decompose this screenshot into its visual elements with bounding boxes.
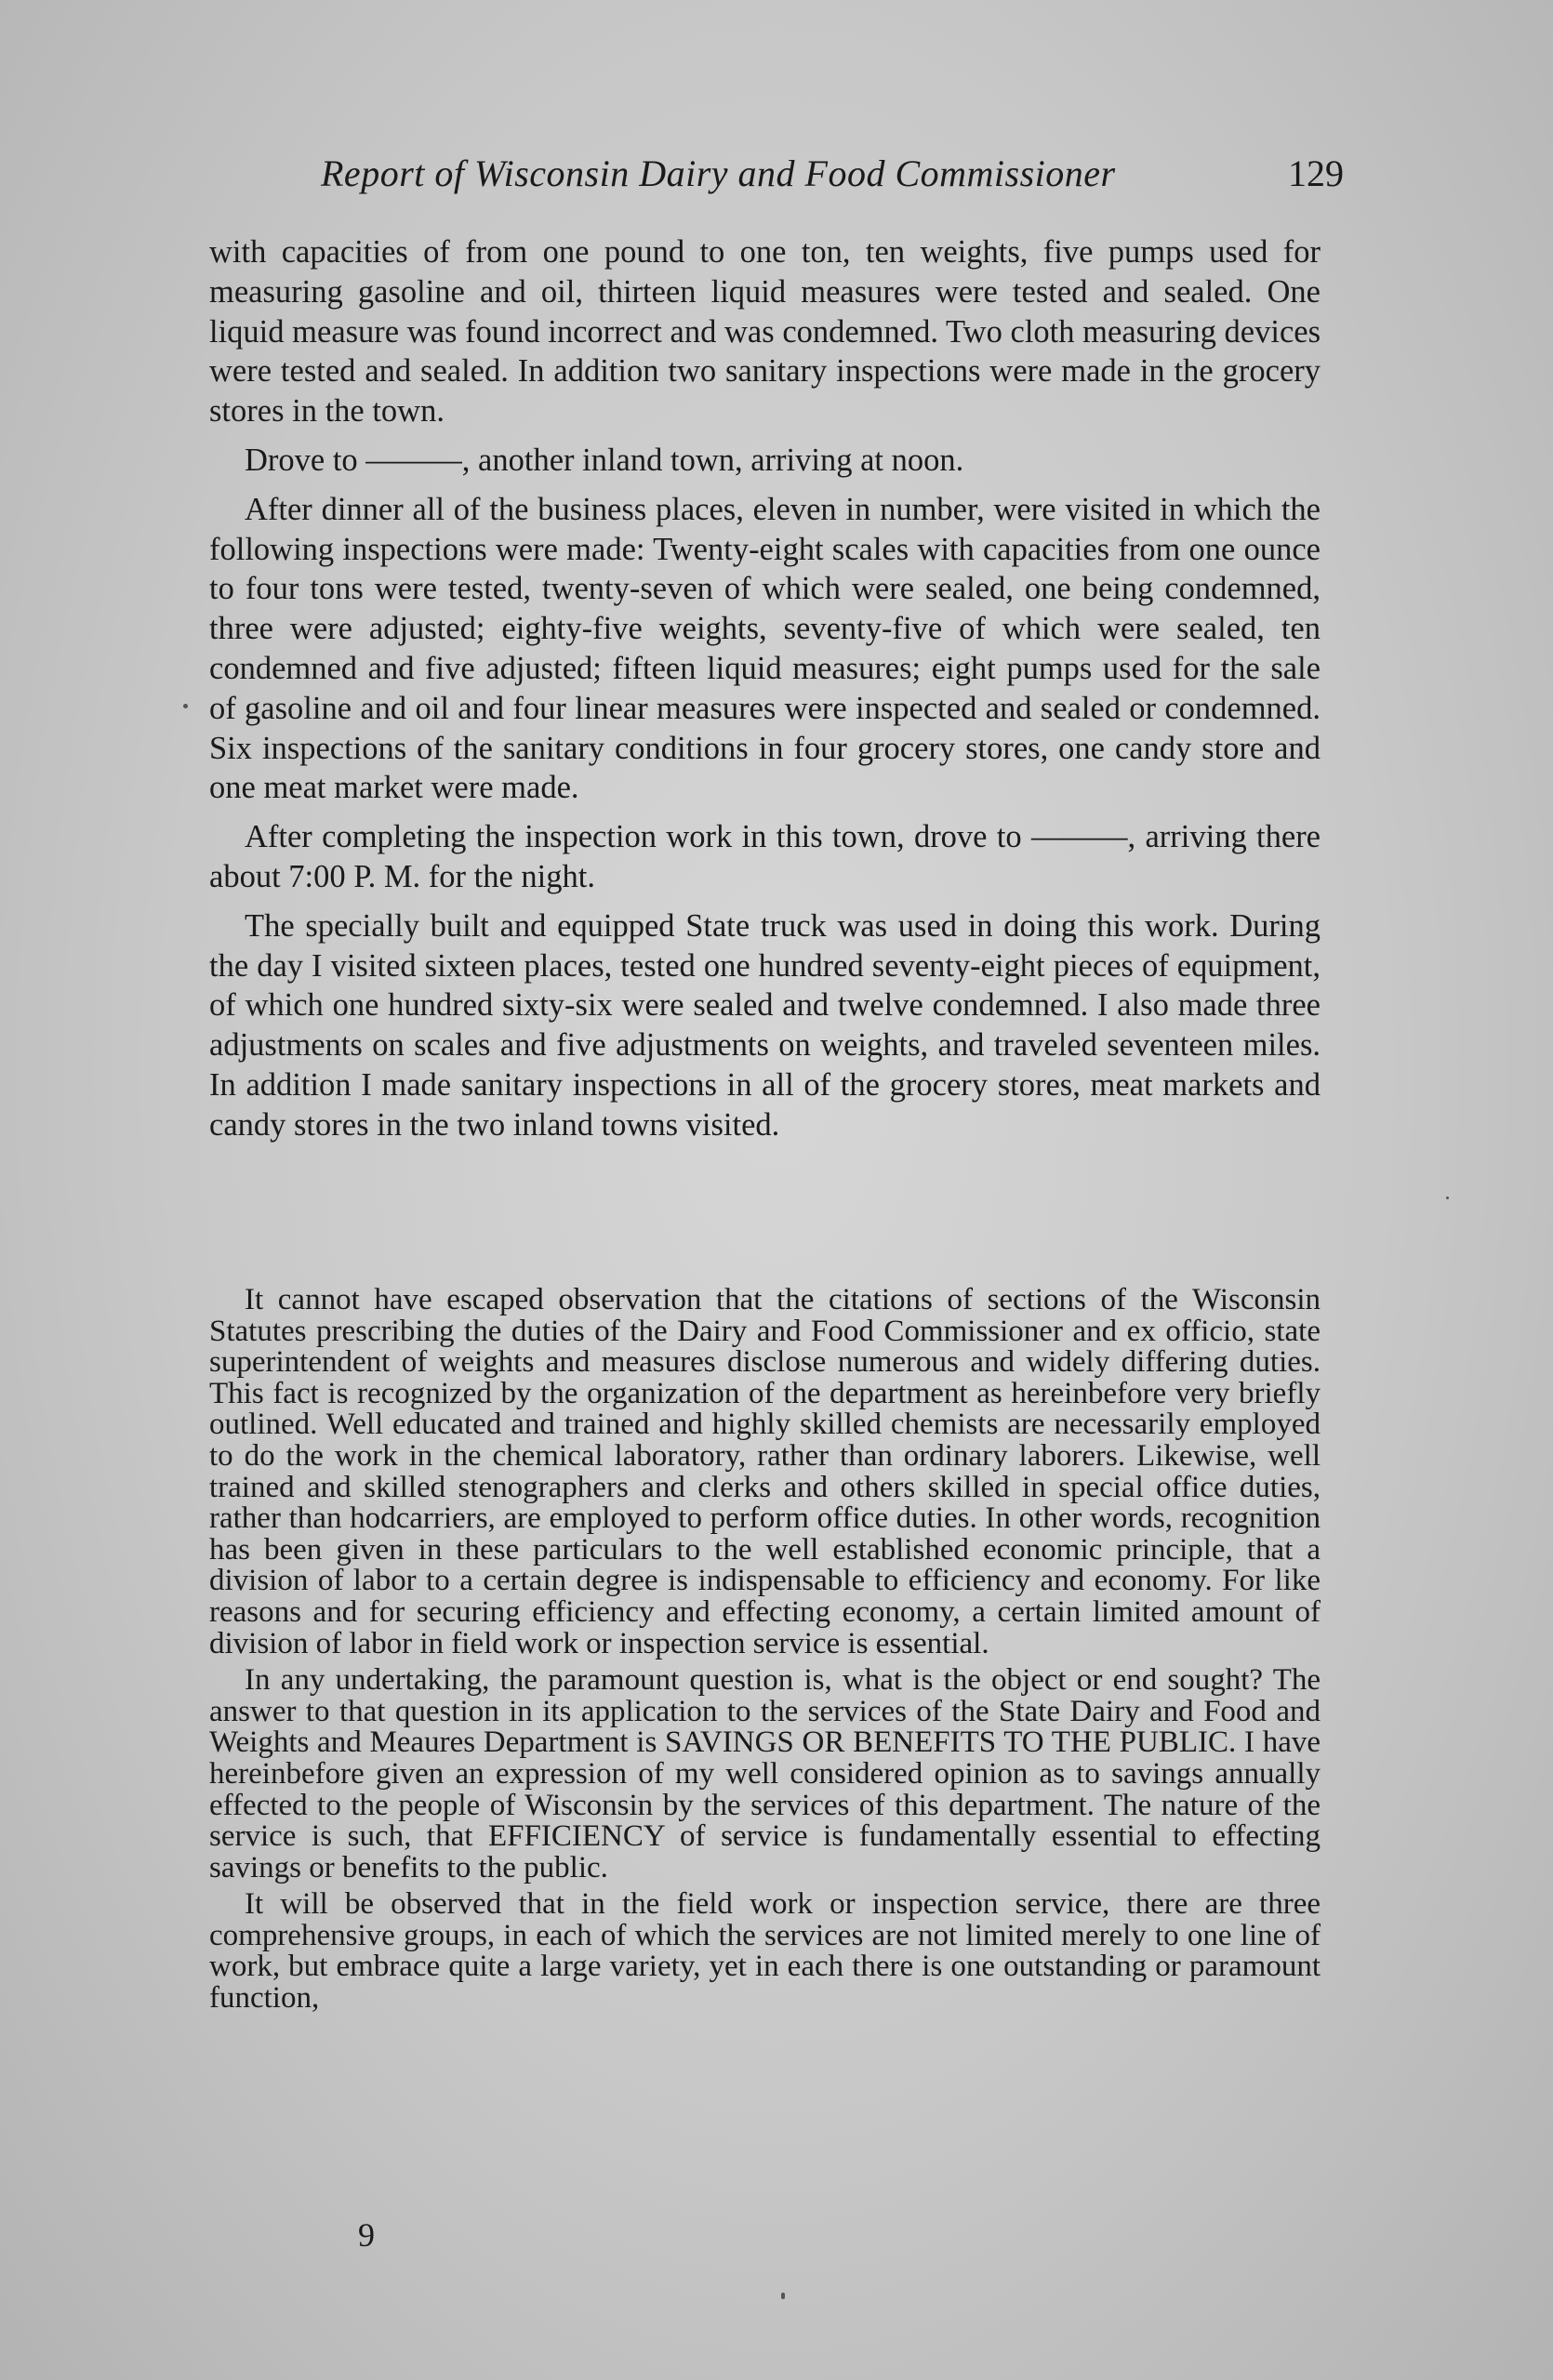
paragraph: The specially built and equipped State truck was used in doing this work. During the day I visited sixteen places, tested one hundred seventy-eight pieces of equipment, of which one hundred sixty-six were sealed and twelve condemned. I also made three adjustments on scales and five adjustments on weights, and traveled seventeen miles. In addition I made sanitary inspections in all of the grocery stores, meat markets and candy stores in the two inland towns visited. (209, 907, 1321, 1143)
signature-mark: 9 (358, 2216, 375, 2254)
ink-speck (1446, 1197, 1449, 1199)
body-text-solid (209, 1285, 1321, 2020)
body-text-leaded (209, 232, 1321, 1155)
paragraph: In any undertaking, the paramount question is, what is the object or end sought? The answer to that question in its application to the services of the State Dairy and Food and Weights and Meaures Department is SAVINGS OR BENEFITS TO THE PUBLIC. I have hereinbefore given an expression of my well considered opinion as to savings annually effected to the people of Wisconsin by the services of this department. The nature of the service is such, that EFFICIENCY of service is fundamentally essential to effecting savings or benefits to the public. (209, 1663, 1321, 1884)
page-number: 129 (1288, 152, 1344, 194)
paragraph: It cannot have escaped observation that the citations of sections of the Wisconsin Statutes prescribing the duties of the Dairy and Food Commissioner and ex officio, state superintendent of weights and measures disclose numerous and widely differing duties. This fact is recognized by the organization of the department as hereinbefore very briefly outlined. Well educated and trained and highly skilled chemists are necessarily employed to do the work in the chemical laboratory, rather than ordinary laborers. Likewise, well trained and skilled stenographers and clerks and others skilled in special office duties, rather than hodcarriers, are employed to perform office duties. In other words, recognition has been given in these particulars to the well established economic principle, that a division of labor to a certain degree is indispensable to efficiency and economy. For like reasons and for securing efficiency and effecting economy, a certain limited amount of division of labor in field work or inspection service is essential. (209, 1283, 1321, 1660)
paragraph: After dinner all of the business places, eleven in number, were visited in which the following inspections were made: Twenty-eight scales with capacities from one ounce to four tons were tested, twenty-seven of which were sealed, one being condemned, three were adjusted; eighty-five weights, seventy-five of which were sealed, ten condemned and five adjusted; fifteen liquid measures; eight pumps used for the sale of gasoline and oil and four linear measures were inspected and sealed or condemned. Six inspections of the sanitary conditions in four grocery stores, one candy store and one meat market were made. (209, 491, 1321, 806)
paragraph: After completing the inspection work in this town, drove to ———, arriving there about 7:00 P. M. for the night. (209, 819, 1321, 894)
paragraph: with capacities of from one pound to one ton, ten weights, five pumps used for measuring gasoline and oil, thirteen liquid measures were tested and sealed. One liquid measure was found incorrect and was condemned. Two cloth measuring devices were tested and sealed. In addition two sanitary inspections were made in the grocery stores in the town. (209, 234, 1321, 430)
paragraph: Drove to ———, another inland town, arriving at noon. (245, 442, 964, 478)
ink-speck (183, 704, 188, 708)
ink-speck (781, 2293, 785, 2299)
paragraph: It will be observed that in the field work or inspection service, there are three comprehensive groups, in each of which the services are not limited merely to one line of work, but embrace quite a large variety, yet in each there is one outstanding or paramount function, (209, 1887, 1321, 2016)
header-title: Report of Wisconsin Dairy and Food Commissioner (321, 152, 1116, 194)
running-header (209, 152, 1344, 207)
